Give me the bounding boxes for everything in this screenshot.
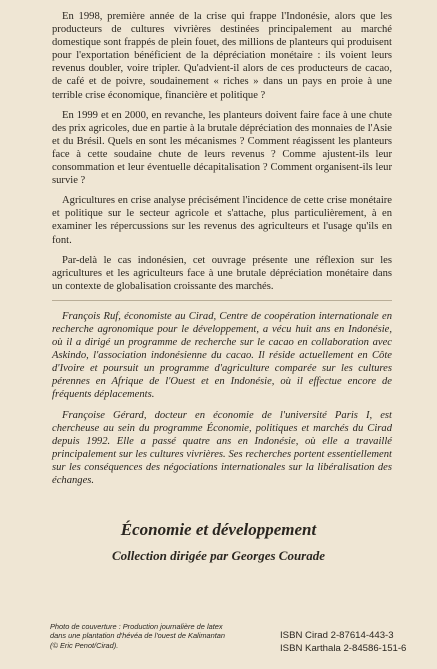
photo-credit-line-1: Photo de couverture : Production journalière de latex [50, 622, 223, 631]
series-director: Collection dirigée par Georges Courade [111, 548, 326, 563]
blurb [52, 10, 392, 494]
divider [52, 300, 392, 301]
series-title: Économie et développement [120, 520, 317, 539]
isbn-block [280, 630, 420, 655]
isbn-karthala: ISBN Karthala 2-84586-151-6 [280, 642, 407, 654]
paragraph-4: Par-delà le cas indonésien, cet ouvrage présente une réflexion sur les agricultures et les agriculteurs face à une brutale dépréciation monétaire dans un contexte de globalisation croissante des marchés. [52, 254, 392, 292]
paragraph-1: En 1998, première année de la crise qui frappe l'Indonésie, alors que les producteurs de cultures vivrières destinées principalement au marché domestique sont frappés de plein fouet, des millions de planteurs qui produisent pour l'exportation bénéficient de la dépréciation monétaire : ils voient leurs revenus doubler, voire tripler. Qu'advient-il alors de ces producteurs de cacao, de café et de poivre, soudainement « riches » dans un pays en proie à une terrible crise économique, financière et politique ? [52, 11, 392, 101]
photo-credit [50, 622, 270, 650]
author-bio-ruf: François Ruf, économiste au Cirad, Centre de coopération internationale en recherche agronomique pour le développement, a vécu huit ans en Indonésie, où il a dirigé un programme de recherche sur le cacao en collaboration avec Askindo, l'association indonésienne du cacao. Il réside actuellement en Côte d'Ivoire et poursuit un programme d'agriculture comparée sur les cultures pérennes en Afrique de l'Ouest et en Indonésie, où il effectue encore de fréquents déplacements. [52, 310, 392, 401]
photo-credit-line-3: (© Eric Penot/Cirad). [50, 640, 119, 650]
photo-credit-line-2: dans une plantation d'hévéa de l'ouest de Kalimantan [50, 631, 225, 641]
isbn-cirad: ISBN Cirad 2-87614-443-3 [280, 630, 394, 641]
author-bio-gerard: Françoise Gérard, docteur en économie de l'université Paris I, est chercheuse au sein du programme Économie, politiques et marchés du Cirad depuis 1992. Elle a passé quatre ans en Indonésie, où elle a travaillé principalement sur les cultures vivrières. Ses recherches portent essentiellement sur les conséquences des négociations internationales sur la libéralisation des échanges. [52, 409, 392, 486]
paragraph-3: Agricultures en crise analyse précisément l'incidence de cette crise monétaire et politique sur le secteur agricole et s'attache, plus particulièrement, à en examiner les répercussions sur les revenus des agriculteurs et l'usage qu'ils en font. [52, 195, 392, 246]
paragraph-2: En 1999 et en 2000, en revanche, les planteurs doivent faire face à une chute des prix agricoles, due en partie à la brutale dépréciation des monnaies de l'Asie et du Brésil. Quels en sont les mécanismes ? Comment réagissent les planteurs face à cette soudaine chute de leurs revenus ? Comme ajustent-ils leur consommation et leur éventuelle décapitalisation ? Comment organisent-ils leur survie ? [52, 109, 392, 187]
